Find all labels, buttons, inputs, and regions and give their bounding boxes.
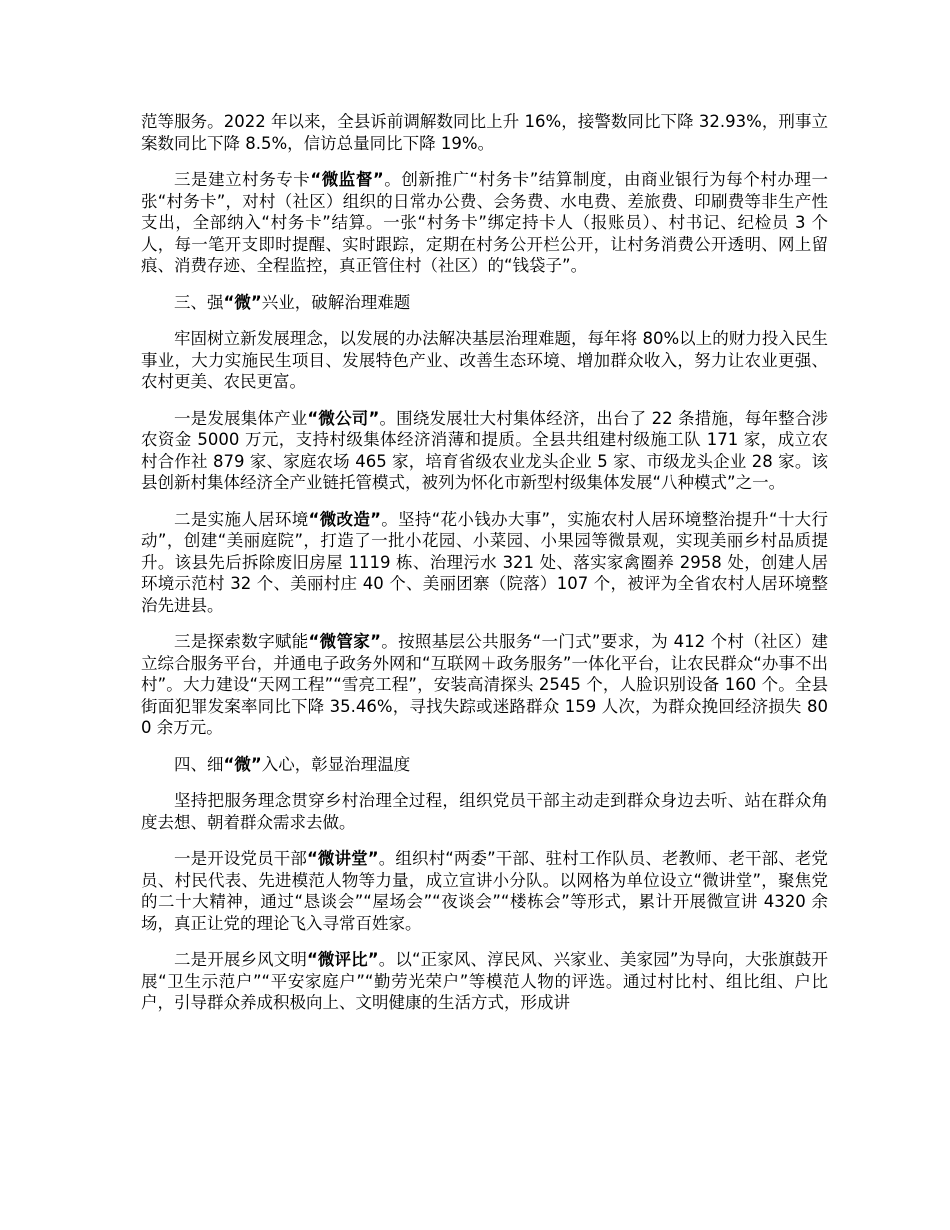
heading-prefix: 四、细 [174,754,224,774]
lead-body: 。围绕发展壮大村集体经济，出台了 22 条措施，每年整合涉农资金 5000 万元，支持村级集体经济消薄和提质。全县共组建村级施工队 171 家，成立农村合作社 879 家、家庭农场 465 家，培育省级农业龙头企业 5 家、市级龙头企业 28 家。该县创新村集体经济全产业链托管模式，被列为怀化市新型村级集体发展“八种模式”之一。 [141,408,828,492]
lead-prefix: 一是开设党员干部 [174,849,307,868]
lead-body: 。组织村“两委”干部、驻村工作队员、老教师、老干部、老党员、村民代表、先进模范人物等力量，成立宣讲小分队。以网格为单位设立“微讲堂”，聚焦党的二十大精神，通过“恳谈会”“屋场会”“夜谈会”“楼栋会”等形式，累计开展微宣讲 4320 余场，真正让党的理论飞入寻常百姓家。 [141,849,828,933]
section-heading-4 [141,754,828,776]
lead-keyword: “微讲堂” [306,849,379,868]
document-page [141,111,828,1029]
lead-body: 。创新推广“村务卡”结算制度，由商业银行为每个村办理一张“村务卡”，对村（社区）组织的日常办公费、会务费、水电费、差旅费、印刷费等非生产性支出，全部纳入“村务卡”结算。一张“村务卡”绑定持卡人（报账员）、村书记、纪检员 3 个人，每一笔开支即时提醒、实时跟踪，定期在村务公开栏公开，让村务消费公开透明、网上留痕、消费存迹、全程监控，真正管住村（社区）的“钱袋子”。 [141,170,828,275]
lead-prefix: 一是发展集体产业 [174,408,308,428]
paragraph-micro-lecture [141,848,828,934]
paragraph-service-intro: 坚持把服务理念贯穿乡村治理全过程，组织党员干部主动走到群众身边去听、站在群众角度去想、朝着群众需求去做。 [141,791,828,832]
lead-prefix: 二是实施人居环境 [174,509,309,529]
lead-keyword: “微评比” [306,950,379,969]
lead-body: 。按照基层公共服务“一门式”要求，为 412 个村（社区）建立综合服务平台，并通电子政务外网和“互联网＋政务服务”一体化平台，让农民群众“办事不出村”。大力建设“天网工程”“雪亮工程”，安装高清探头 2545 个，人脸识别设备 160 个。全县街面犯罪发案率同比下降 35.46%，寻找失踪或迷路群众 159 人次，为群众挽回经济损失 800 余万元。 [141,632,828,737]
paragraph-micro-steward [141,631,828,739]
lead-prefix: 二是开展乡风文明 [174,950,307,969]
paragraph-micro-renovation [141,509,828,617]
paragraph-village-card [141,169,828,277]
paragraph-micro-evaluation [141,949,828,1014]
lead-body: 。坚持“花小钱办大事”，实施农村人居环境整治提升“十大行动”，创建“美丽庭院”，打造了一批小花园、小菜园、小果园等微景观，实现美丽乡村品质提升。该县先后拆除废旧房屋 1119 栋、治理污水 321 处、落实家禽圈养 2958 处，创建人居环境示范村 32 个、美丽村庄 40 个、美丽团寨（院落）107 个，被评为全省农村人居环境整治先进县。 [141,509,828,615]
paragraph-micro-company [141,408,828,494]
lead-prefix: 三是建立村务专卡 [174,170,311,189]
heading-suffix: 兴业，破解治理难题 [261,292,411,312]
heading-keyword: “微” [223,754,262,774]
lead-keyword: “微公司” [307,408,380,428]
lead-prefix: 三是探索数字赋能 [174,632,309,651]
lead-keyword: “微管家” [308,632,381,651]
paragraph-development-intro: 牢固树立新发展理念，以发展的办法解决基层治理难题，每年将 80%以上的财力投入民生事业，大力实施民生项目、发展特色产业、改善生态环境、增加群众收入，努力让农业更强、农村更美、农民更富。 [141,329,828,391]
lead-keyword: “微改造” [308,509,381,529]
section-heading-3 [141,292,828,314]
paragraph-mediation-stats: 范等服务。2022 年以来，全县诉前调解数同比上升 16%，接警数同比下降 32.93%，刑事立案数同比下降 8.5%，信访总量同比下降 19%。 [141,112,828,153]
heading-suffix: 入心，彰显治理温度 [261,754,411,774]
heading-keyword: “微” [223,292,262,312]
lead-keyword: “微监督” [310,170,384,189]
heading-prefix: 三、强 [174,292,224,312]
lead-body: 。以“正家风、淳民风、兴家业、美家园”为导向，大张旗鼓开展“卫生示范户”“平安家庭户”“勤劳光荣户”等模范人物的评选。通过村比村、组比组、户比户，引导群众养成积极向上、文明健康的生活方式，形成讲 [141,950,828,1012]
